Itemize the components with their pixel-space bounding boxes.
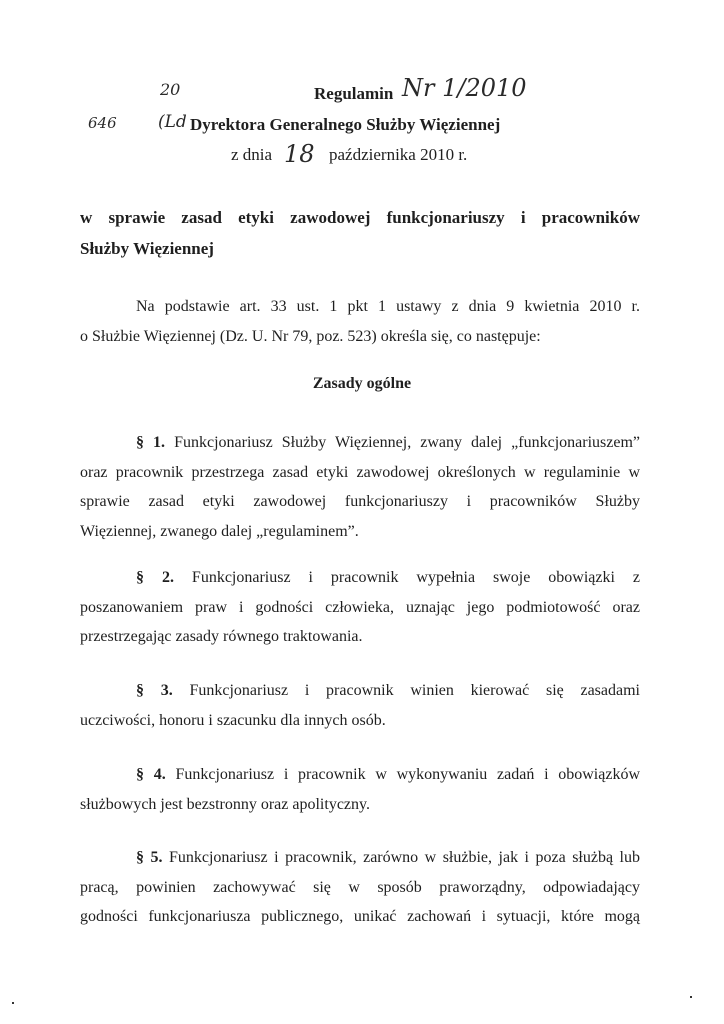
regulamin-label: Regulamin (314, 84, 394, 103)
subject-line-2: Służby Więziennej (80, 239, 214, 258)
paragraph-2 (80, 563, 640, 652)
paragraph-1 (80, 428, 640, 546)
preamble (80, 292, 640, 351)
paragraph-text: Funkcjonariusz i pracownik wypełnia swoje obowiązki z (173, 569, 641, 586)
paragraph-3 (80, 676, 640, 735)
handwritten-left-number: 646 (88, 114, 117, 132)
paragraph-2-line-3: przestrzegając zasady równego traktowania. (80, 628, 363, 645)
handwritten-top-number: 20 (160, 80, 181, 99)
paragraph-number: § 3. (136, 682, 173, 699)
subject-line-1: w sprawie zasad etyki zawodowej funkcjonariuszy i pracowników (80, 208, 640, 227)
paragraph-3-line-1 (80, 676, 640, 706)
handwritten-day: 18 (284, 140, 315, 168)
paragraph-3-line-2: uczciwości, honoru i szacunku dla innych osób. (80, 711, 386, 729)
section-title: Zasady ogólne (312, 375, 412, 392)
paragraph-4-line-1 (80, 760, 640, 790)
paragraph-text: Funkcjonariusz i pracownik w wykonywaniu zadań i obowiązków (165, 766, 641, 783)
preamble-line-2: o Służbie Więziennej (Dz. U. Nr 79, poz. 523) określa się, co następuje: (80, 327, 541, 345)
paragraph-number: § 2. (136, 569, 174, 586)
scan-speck (12, 1002, 14, 1004)
subject-title (80, 202, 640, 264)
paragraph-1-line-1 (80, 428, 640, 458)
date-suffix: października 2010 r. (329, 145, 468, 164)
handwritten-initials: (Ld (158, 112, 187, 132)
date-prefix: z dnia (231, 145, 273, 164)
paragraph-text: Funkcjonariusz Służby Więziennej, zwany dalej „funkcjonariuszem” (165, 434, 641, 451)
paragraph-5-line-1 (80, 843, 640, 873)
paragraph-text: Funkcjonariusz i pracownik winien kierować się zasadami (172, 682, 641, 699)
scan-speck (690, 996, 692, 998)
paragraph-number: § 5. (136, 849, 163, 866)
paragraph-number: § 4. (136, 766, 166, 783)
paragraph-2-line-2: poszanowaniem praw i godności człowieka, uznając jego podmiotowość oraz (80, 598, 640, 616)
paragraph-1-line-3: sprawie zasad etyki zawodowej funkcjonariuszy i pracowników Służby (80, 493, 640, 510)
paragraph-5-line-3: godności funkcjonariusza publicznego, unikać zachowań i sytuacji, które mogą (80, 908, 640, 925)
paragraph-4 (80, 760, 640, 819)
preamble-line-1: Na podstawie art. 33 ust. 1 pkt 1 ustawy z dnia 9 kwietnia 2010 r. (136, 298, 640, 315)
paragraph-text: Funkcjonariusz i pracownik, zarówno w służbie, jak i poza służbą lub (162, 849, 641, 866)
paragraph-5-line-2: pracą, powinien zachowywać się w sposób praworządny, odpowiadający (80, 878, 640, 896)
paragraph-2-line-1 (80, 563, 640, 593)
paragraph-number: § 1. (136, 434, 166, 451)
handwritten-regulamin-number: Nr 1/2010 (402, 74, 527, 102)
paragraph-1-line-4: Więziennej, zwanego dalej „regulaminem”. (80, 522, 359, 540)
paragraph-4-line-2: służbowych jest bezstronny oraz apolityczny. (80, 795, 370, 813)
issuer-line: Dyrektora Generalnego Służby Więziennej (190, 115, 501, 134)
paragraph-5 (80, 843, 640, 932)
paragraph-1-line-2: oraz pracownik przestrzega zasad etyki zawodowej określonych w regulaminie w (80, 463, 640, 481)
